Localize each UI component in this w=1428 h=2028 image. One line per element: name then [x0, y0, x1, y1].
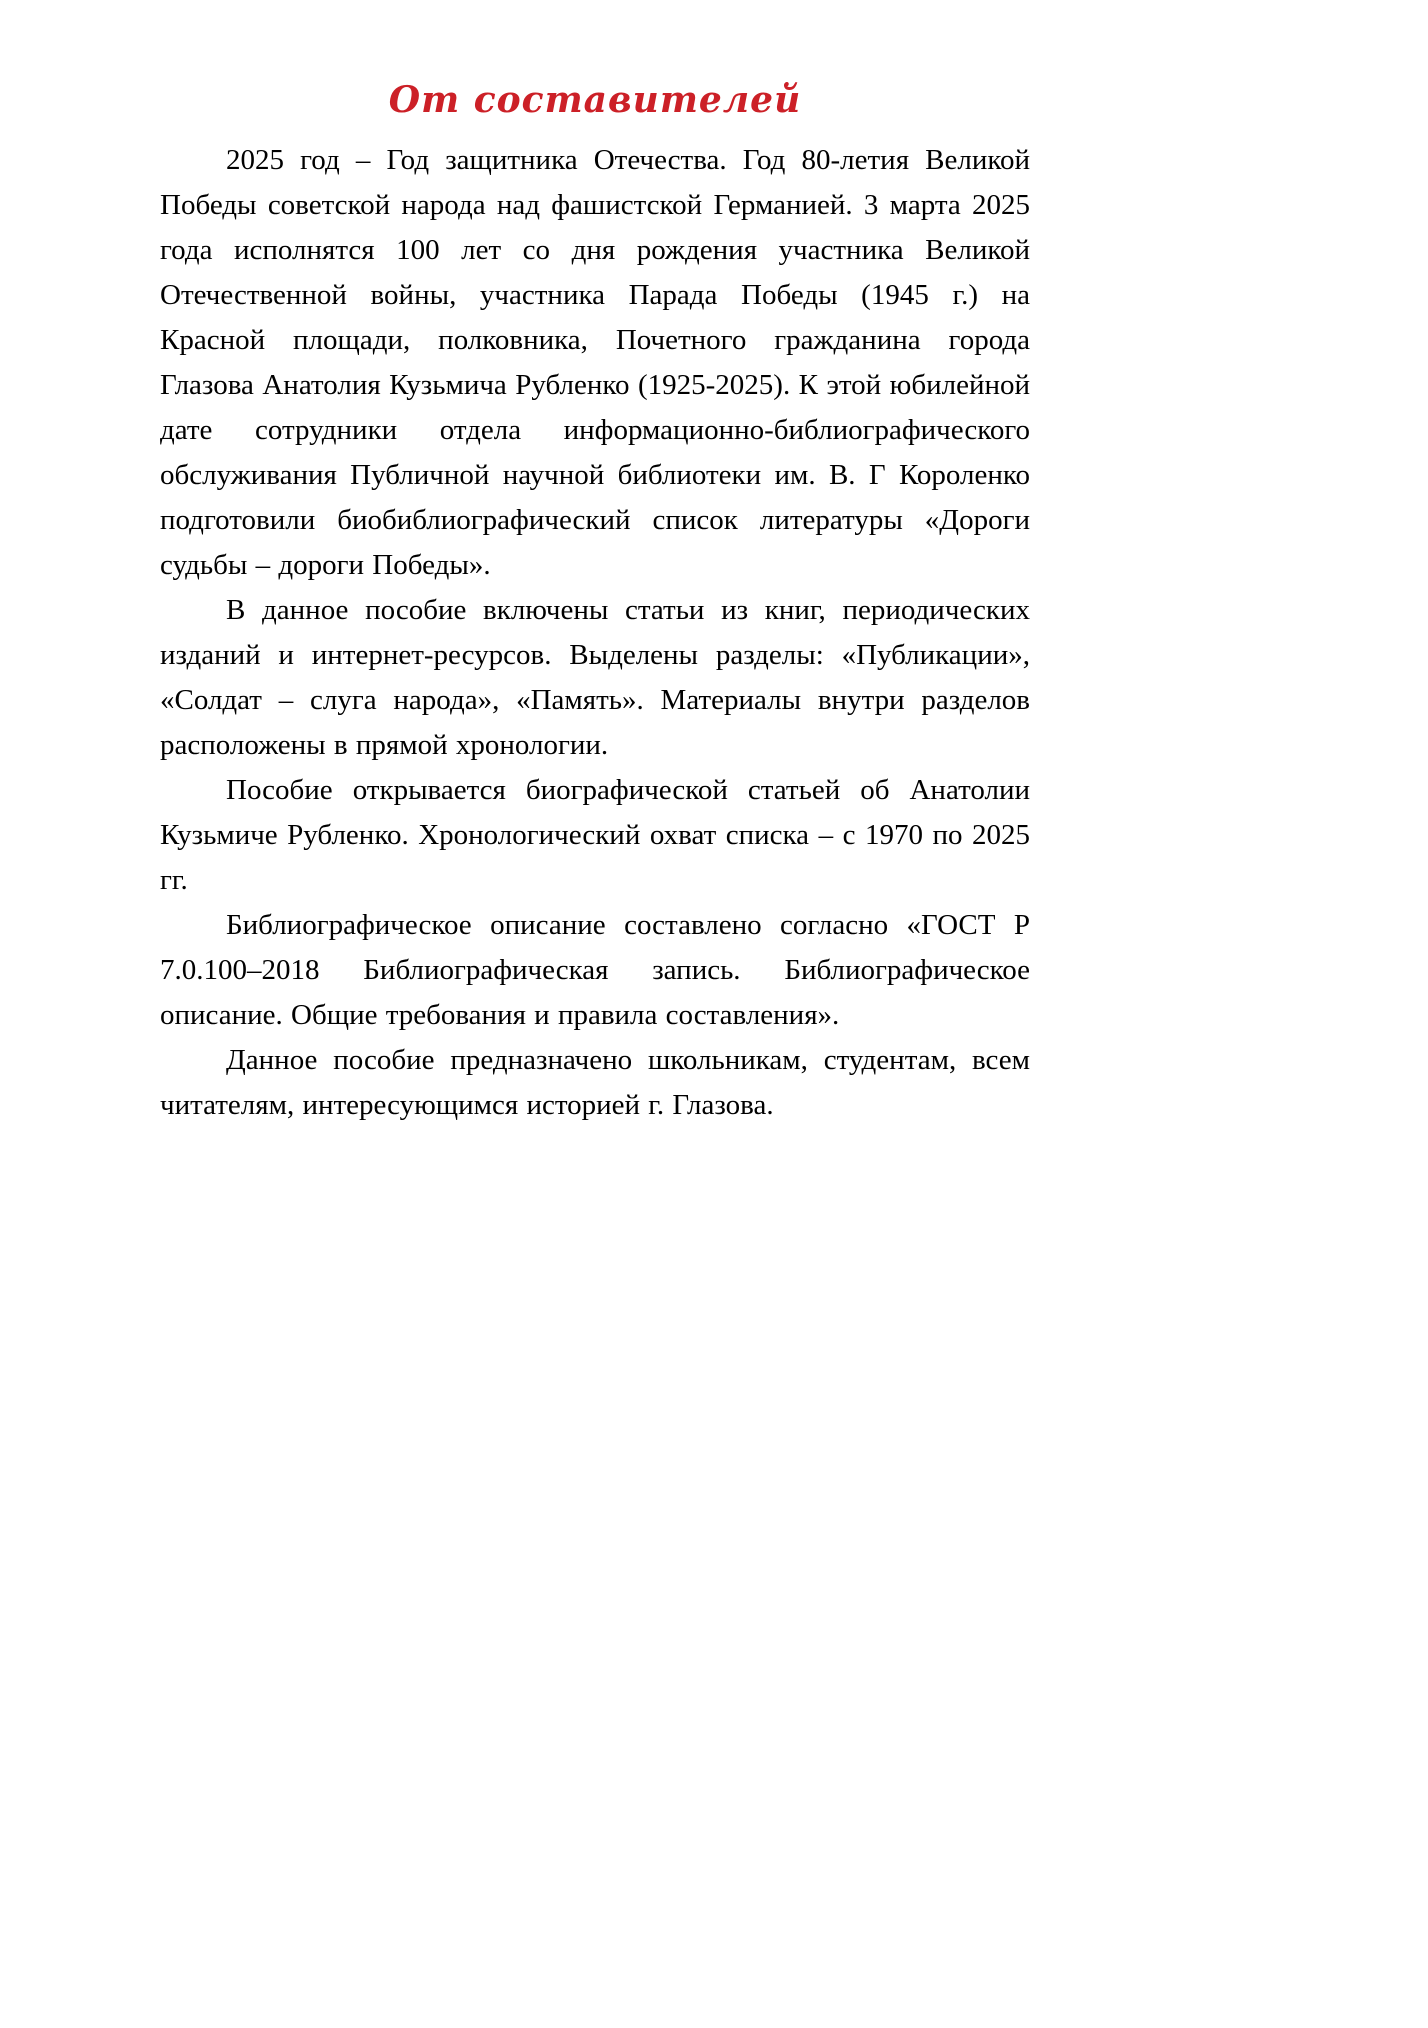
paragraph-audience: Данное пособие предназначено школьникам, студентам, всем читателям, интересующимся историей г. Глазова. [160, 1044, 1030, 1121]
paragraph-gost: Библиографическое описание составлено согласно «ГОСТ Р 7.0.100–2018 Библиографическая запись. Библиографическое описание. Общие требования и правила составления». [160, 909, 1030, 1031]
paragraph-intro: 2025 год – Год защитника Отечества. Год 80-летия Великой Победы советской народа над фашистской Германией. 3 марта 2025 года исполнятся 100 лет со дня рождения участника Великой Отечественной войны, участника Парада Победы (1945 г.) на Красной площади, полковника, Почетного гражданина города Глазова Анатолия Кузьмича Рубленко (1925-2025). К этой юбилейной дате сотрудники отдела информационно-библиографического обслуживания Публичной научной библиотеки им. В. Г Короленко подготовили биобиблиографический список литературы «Дороги судьбы – дороги Победы». [160, 144, 1030, 581]
document-content [160, 0, 1030, 1128]
paragraph-biography: Пособие открывается биографической статьей об Анатолии Кузьмиче Рубленко. Хронологический охват списка – с 1970 по 2025 гг. [160, 774, 1030, 896]
paragraph-contents: В данное пособие включены статьи из книг, периодических изданий и интернет-ресурсов. Выделены разделы: «Публикации», «Солдат – слуга народа», «Память». Материалы внутри разделов расположены в прямой хронологии. [160, 594, 1030, 761]
page-title: От составителей [388, 79, 802, 121]
